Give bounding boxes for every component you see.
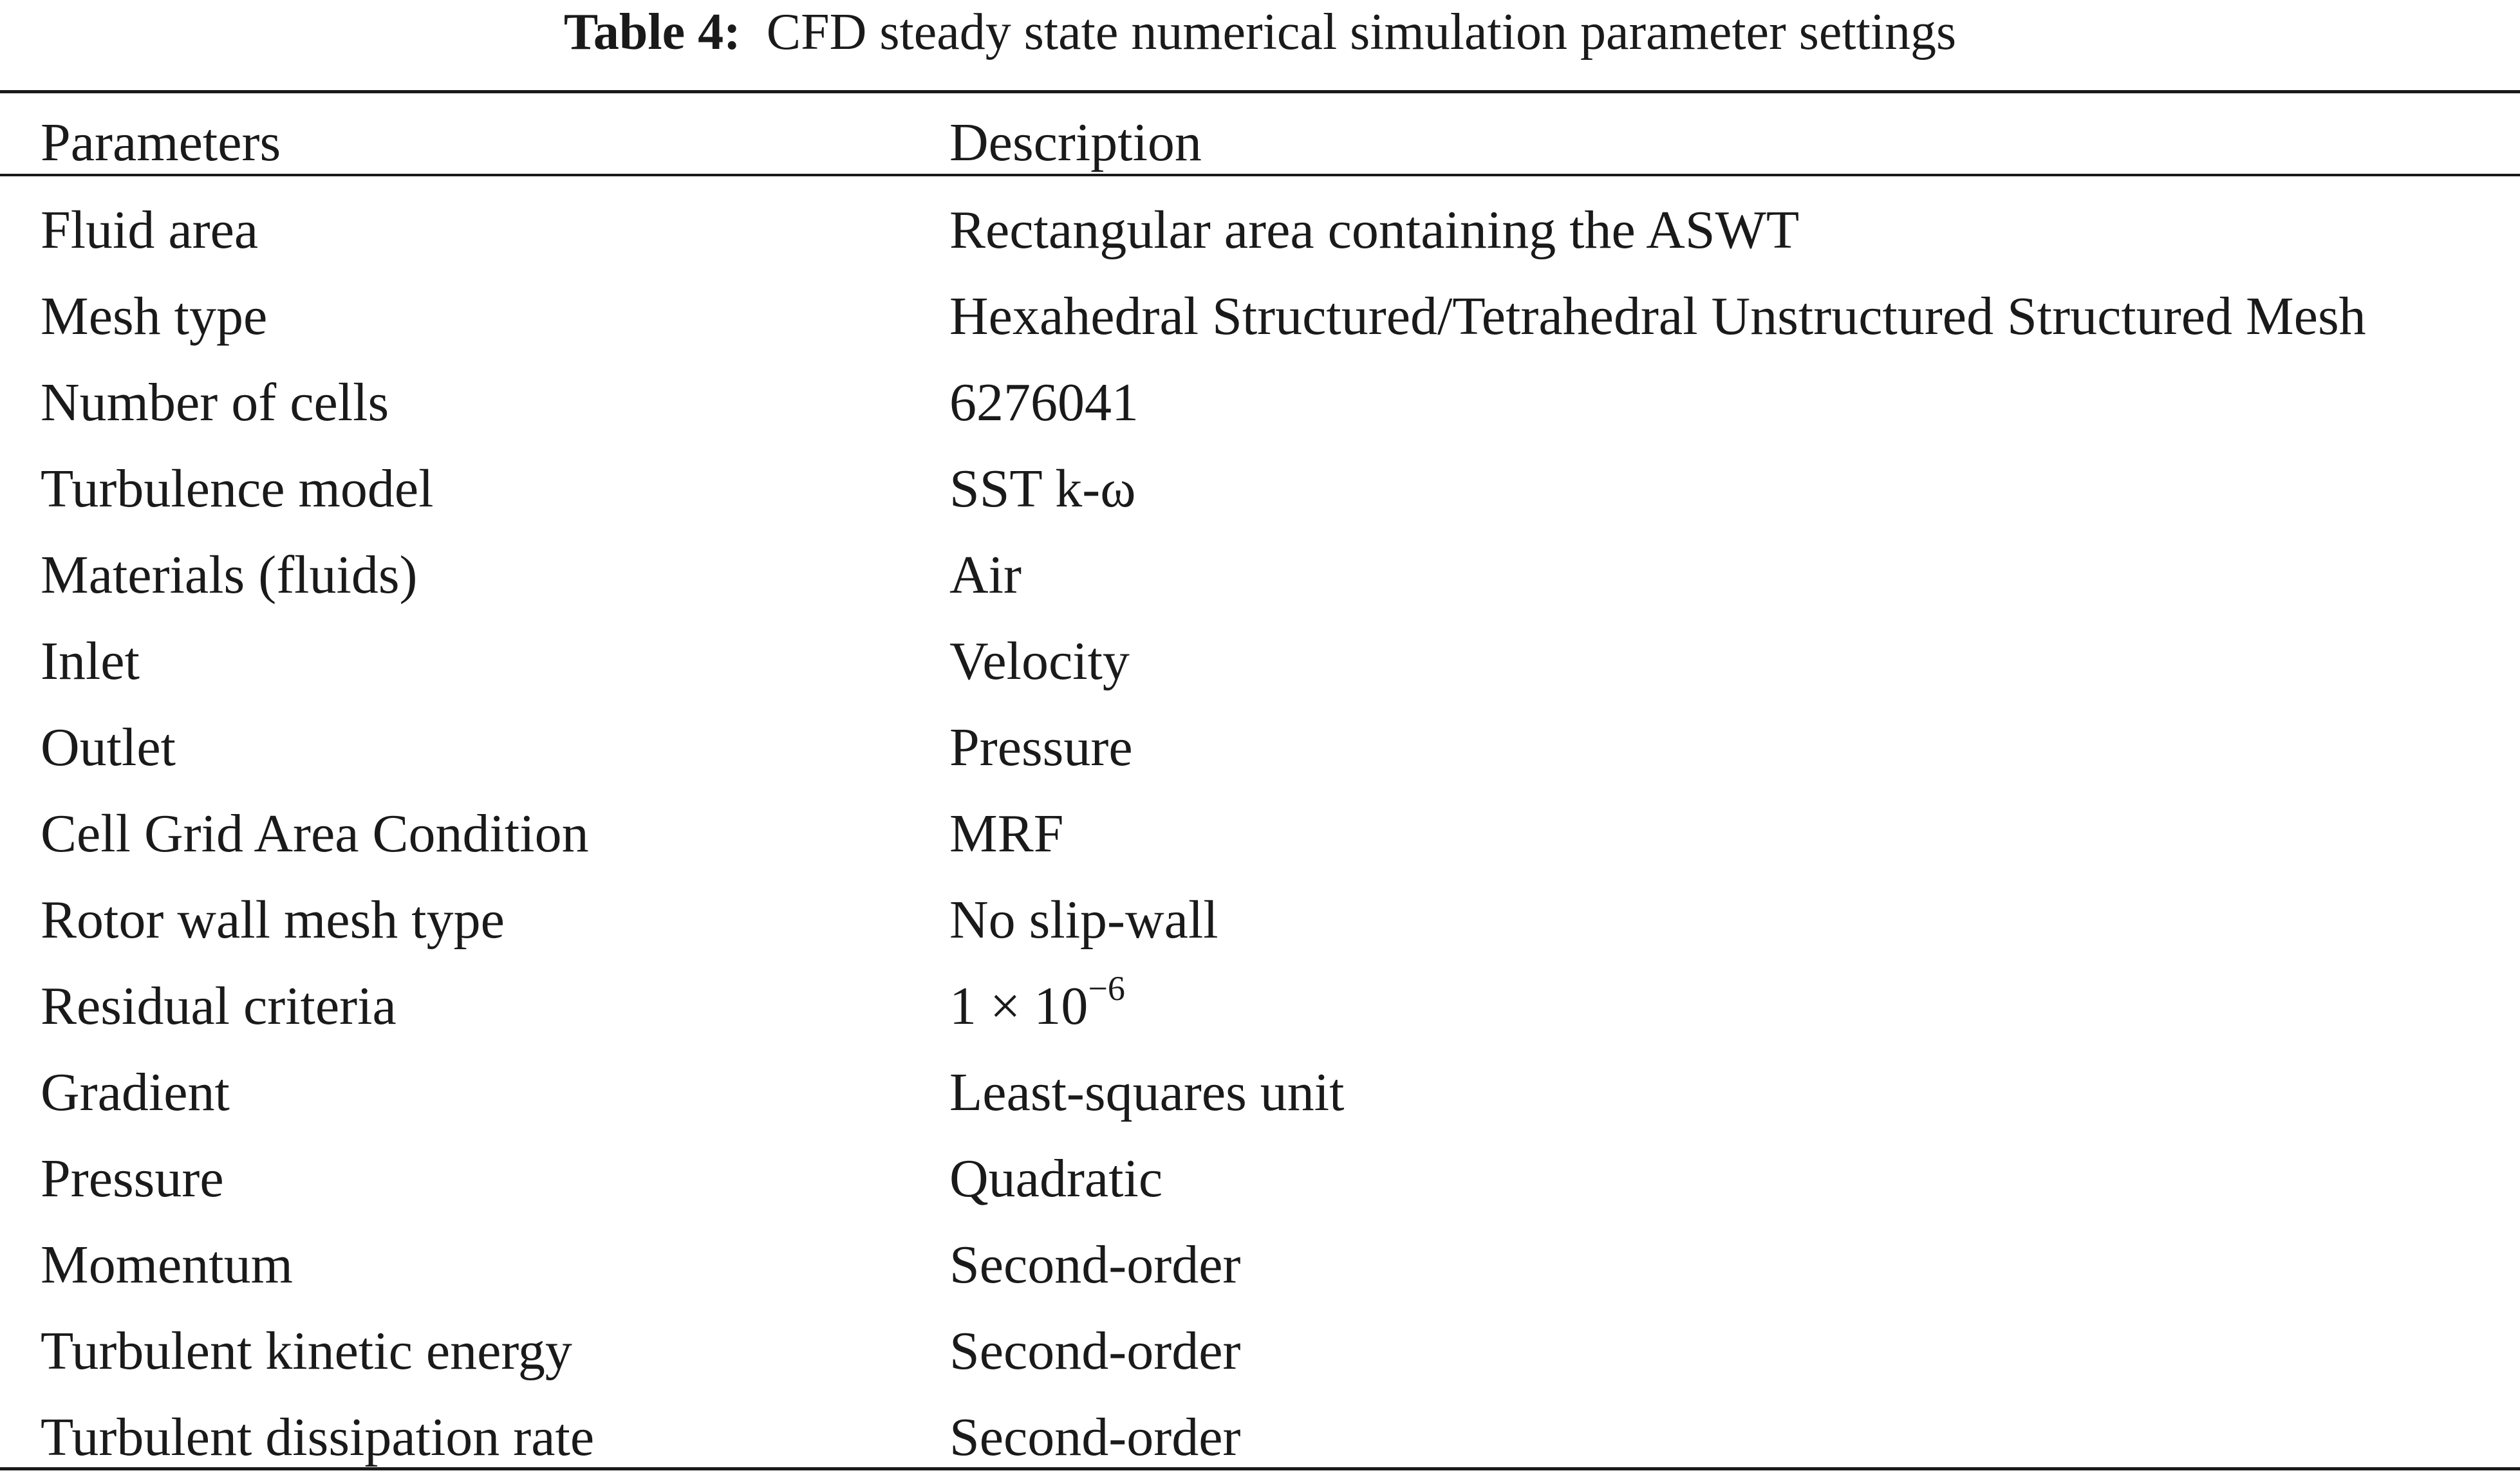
parameter-cell: Pressure (41, 1149, 224, 1209)
description-cell: SST k-ω (949, 459, 1136, 519)
description-cell: No slip-wall (949, 890, 1218, 950)
table-caption-text: CFD steady state numerical simulation parameter settings (766, 4, 1957, 60)
description-cell: MRF (949, 804, 1064, 864)
parameter-cell: Turbulent kinetic energy (41, 1321, 572, 1381)
header-description: Description (949, 113, 1202, 172)
description-cell: Second-order (949, 1407, 1241, 1467)
parameter-cell: Gradient (41, 1062, 230, 1122)
parameter-cell: Fluid area (41, 200, 259, 260)
header-parameters: Parameters (41, 113, 281, 172)
parameter-cell: Outlet (41, 718, 176, 777)
description-cell: Second-order (949, 1235, 1241, 1295)
table-caption-label: Table 4: (563, 4, 741, 60)
parameter-cell: Turbulent dissipation rate (41, 1407, 595, 1467)
description-cell: Velocity (949, 631, 1130, 691)
parameter-cell: Materials (fluids) (41, 545, 418, 605)
description-cell: Second-order (949, 1321, 1241, 1381)
description-cell (949, 969, 1125, 1039)
parameter-cell: Momentum (41, 1235, 293, 1295)
description-cell: Quadratic (949, 1149, 1163, 1209)
table-header-rule (0, 174, 2520, 176)
parameter-cell: Rotor wall mesh type (41, 890, 505, 950)
description-cell: Rectangular area containing the ASWT (949, 200, 1800, 260)
description-cell: Air (949, 545, 1022, 605)
description-exponent: −6 (1088, 969, 1125, 1008)
description-cell: Hexahedral Structured/Tetrahedral Unstructured Structured Mesh (949, 286, 2366, 346)
parameter-cell: Turbulence model (41, 459, 434, 519)
table-bottom-rule (0, 1467, 2520, 1470)
parameter-cell: Mesh type (41, 286, 268, 346)
description-cell: Pressure (949, 718, 1133, 777)
parameter-cell: Cell Grid Area Condition (41, 804, 589, 864)
description-cell: 6276041 (949, 373, 1139, 432)
description-base-text: 1 × 10 (949, 976, 1088, 1036)
table-top-rule (0, 90, 2520, 93)
parameter-cell: Residual criteria (41, 976, 397, 1036)
description-cell: Least-squares unit (949, 1062, 1345, 1122)
table-caption (0, 0, 2520, 64)
parameter-cell: Inlet (41, 631, 140, 691)
parameter-cell: Number of cells (41, 373, 389, 432)
